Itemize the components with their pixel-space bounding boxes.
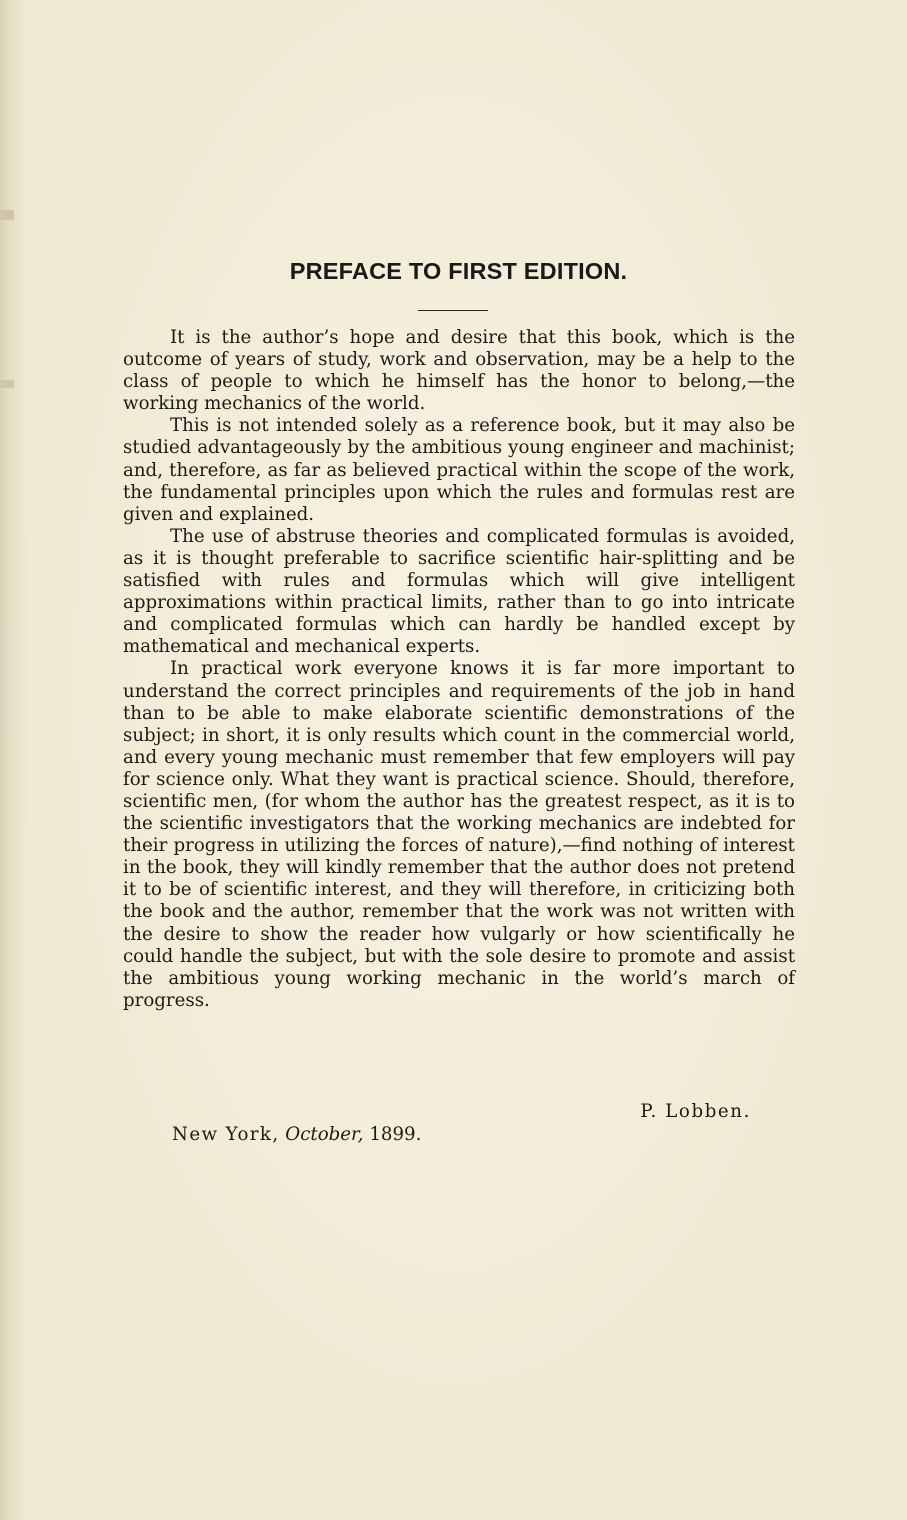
preface-title: PREFACE TO FIRST EDITION. — [289, 258, 628, 284]
paragraph: The use of abstruse theories and complicated formulas is avoided, as it is thought preferable to sacrifice scientific hair-splitting and be satisfied with rules and formulas which will give intelligent approximations within practical limits, rather than to go into intricate and complicated formulas which can hardly be handled except by mathematical and mechanical experts. — [123, 525, 795, 658]
page-edge-mark — [0, 380, 14, 388]
author-signature: P. Lobben. — [640, 1101, 751, 1122]
dateline — [172, 1124, 421, 1145]
dateline-year: 1899. — [369, 1124, 422, 1145]
paragraph: It is the author’s hope and desire that this book, which is the outcome of years of study, work and observation, may be a help to the class of people to which he himself has the honor to belong,—the working mechanics of the world. — [123, 327, 795, 415]
paragraph: In practical work everyone knows it is far more important to understand the correct principles and requirements of the job in hand than to be able to make elaborate scientific demonstrations of the subject; in short, it is only results which count in the commercial world, and every young mechanic must remember that few employers will pay for science only. What they want is practical science. Should, therefore, scientific men, (for whom the author has the greatest respect, as it is to the scientific investigators that the working mechanics are indebted for their progress in utilizing the forces of nature),—find nothing of interest in the book, they will kindly remember that the author does not pretend it to be of scientific interest, and they will therefore, in criticizing both the book and the author, remember that the work was not written with the desire to show the reader how vulgarly or how scientifically he could handle the subject, but with the sole desire to promote and assist the ambitious young working mechanic in the world’s march of progress. — [123, 658, 795, 1011]
title-divider — [418, 310, 488, 311]
preface-body — [123, 327, 795, 1012]
dateline-month: October, — [285, 1124, 364, 1145]
dateline-place: New York, — [172, 1124, 280, 1145]
page-edge-mark — [0, 210, 14, 220]
paragraph: This is not intended solely as a reference book, but it may also be studied advantageously by the ambitious young engineer and machinist; and, therefore, as far as believed practical within the scope of the work, the fundamental principles upon which the rules and formulas rest are given and explained. — [123, 415, 795, 525]
